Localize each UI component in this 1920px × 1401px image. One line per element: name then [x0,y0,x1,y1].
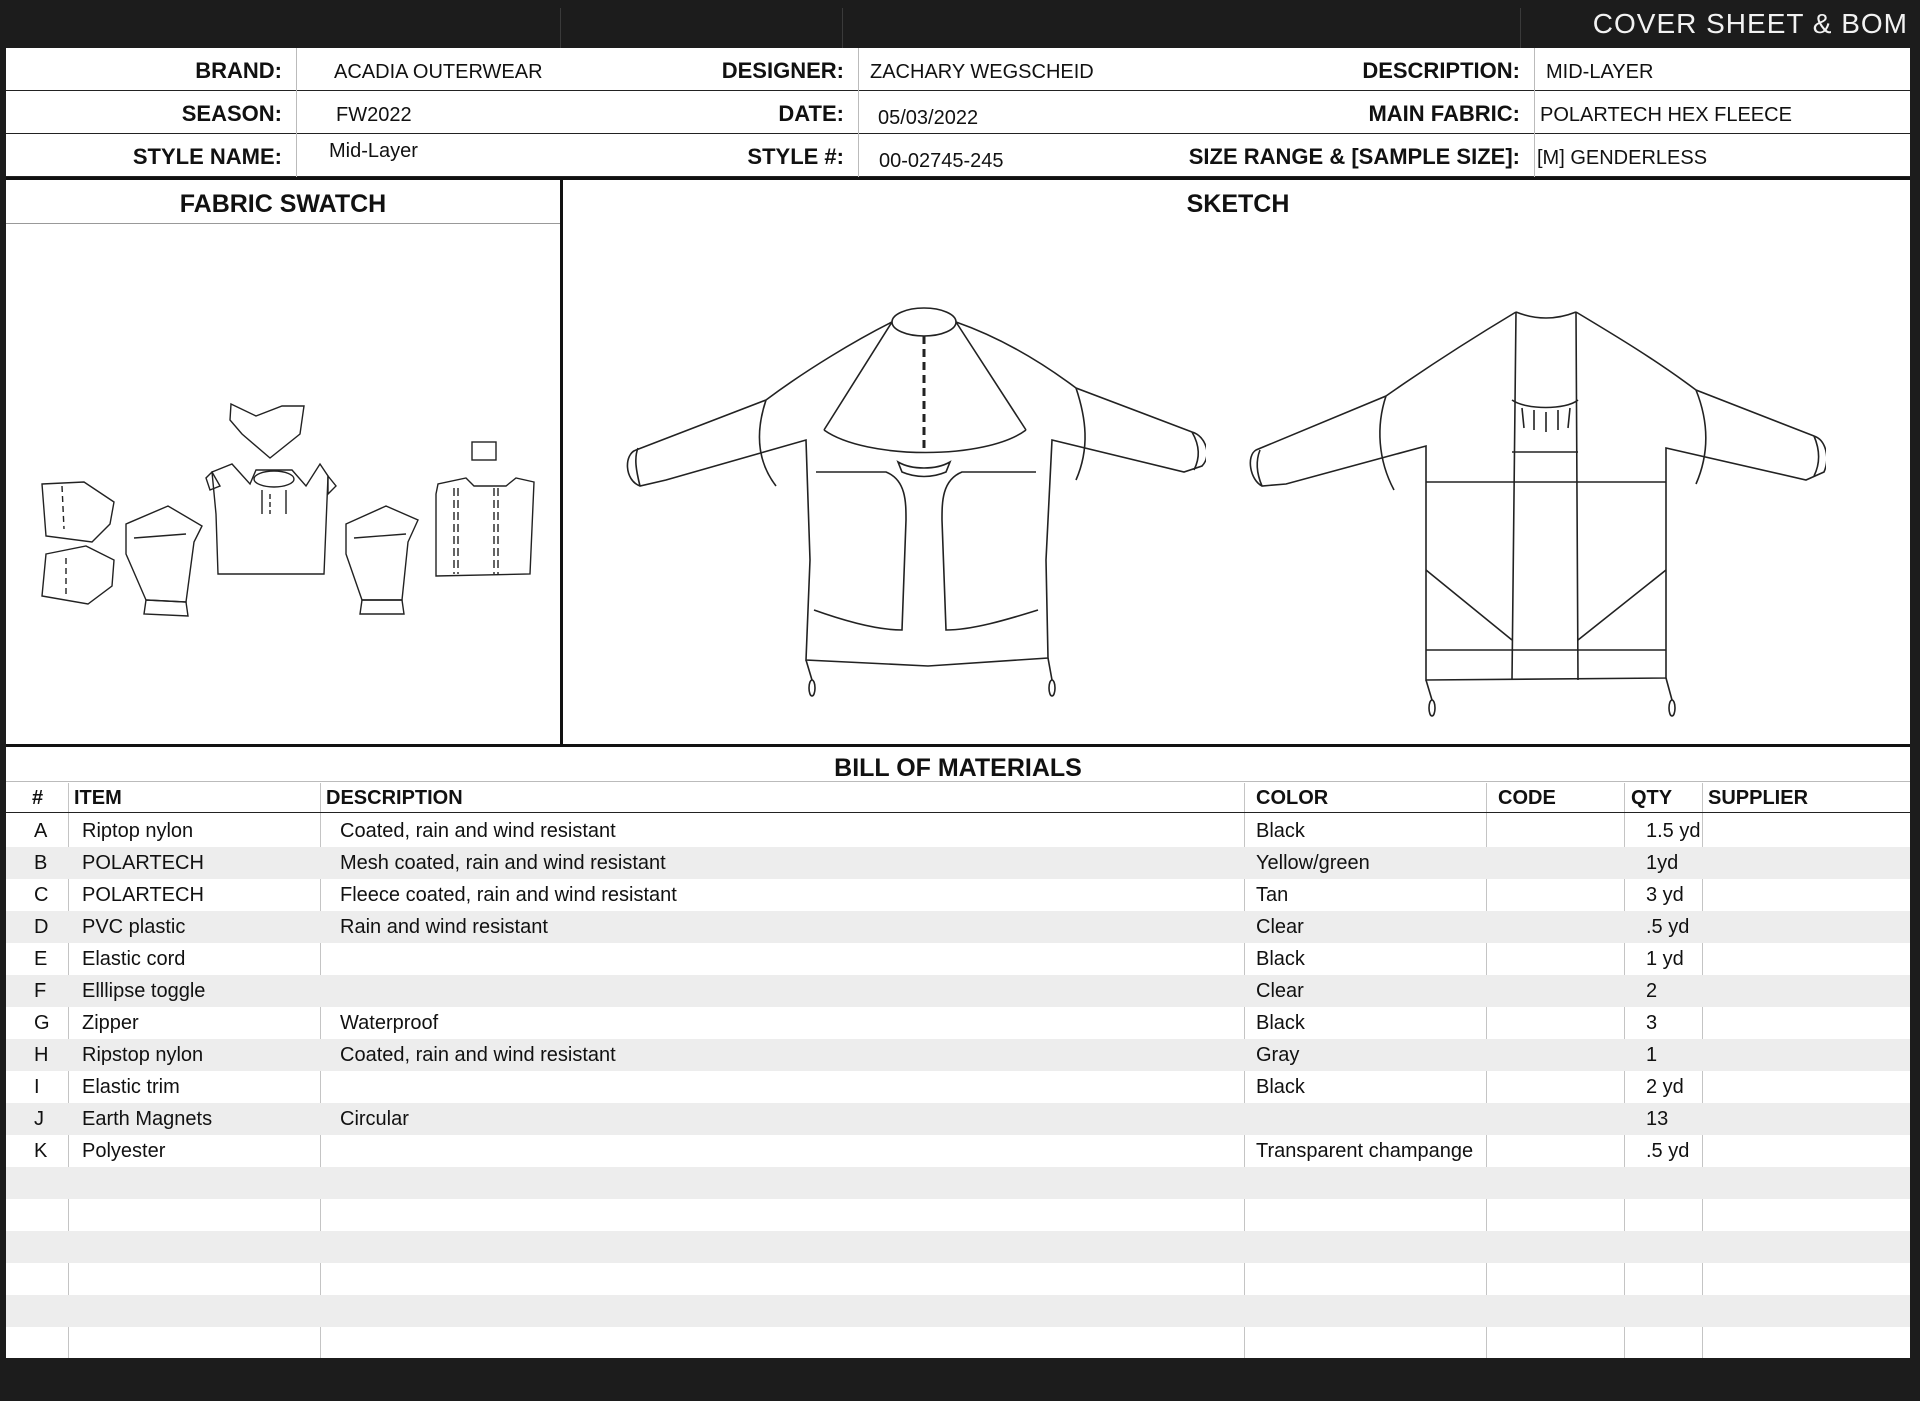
cell-number: K [34,1140,48,1162]
table-row [6,879,1910,911]
cell-color: Black [1256,948,1305,970]
col-description: DESCRIPTION [326,787,463,809]
cell-line [1534,48,1535,91]
cell-color: Transparent champange [1256,1140,1474,1162]
col-code: CODE [1498,787,1556,809]
cell-color: Black [1256,1012,1305,1034]
cell-qty: 3 [1646,1012,1658,1034]
table-row [6,975,1910,1007]
info-row-1 [6,48,1910,91]
cell-description: Coated, rain and wind resistant [340,1044,616,1066]
table-row [6,1071,1910,1103]
cell-qty: 1yd [1646,852,1679,874]
description-label: DESCRIPTION: [1362,58,1520,83]
cell-line [858,91,859,134]
cell-number: H [34,1044,49,1066]
cell-item: Ripstop nylon [82,1044,204,1066]
jacket-front-sketch [606,240,1206,720]
bill-of-materials [6,745,1910,1358]
cell-description: Rain and wind resistant [340,916,548,938]
size-range-label: SIZE RANGE & [SAMPLE SIZE]: [1188,144,1520,169]
col-qty: QTY [1631,787,1673,809]
cell-item: POLARTECH [82,852,204,874]
cell-line [296,134,297,177]
cell-color: Tan [1256,884,1289,906]
cell-number: J [34,1108,44,1130]
description-value: MID-LAYER [1546,61,1654,83]
cell-qty: 13 [1646,1108,1669,1130]
cell-line [1534,91,1535,134]
bottom-bar [0,1358,1920,1401]
cell-qty: 2 [1646,980,1658,1002]
cell-color: Yellow/green [1256,852,1370,874]
cell-description: Mesh coated, rain and wind resistant [340,852,666,874]
cell-line [296,48,297,91]
cell-description: Coated, rain and wind resistant [340,820,616,842]
brand-label: BRAND: [195,58,282,83]
date-value: 05/03/2022 [878,107,979,129]
cell-number: C [34,884,49,906]
bar-divider [1520,8,1521,48]
top-bar [0,0,1920,48]
style-number-value: 00-02745-245 [879,150,1004,172]
season-value: FW2022 [336,104,412,126]
cell-qty: 1.5 yd [1646,820,1701,842]
cell-item: Polyester [82,1140,166,1162]
cell-item: Riptop nylon [82,820,194,842]
cell-qty: .5 yd [1646,916,1690,938]
fabric-swatch-title: FABRIC SWATCH [6,180,560,224]
designer-label: DESIGNER: [721,58,844,83]
style-info [6,48,1910,178]
cell-description: Circular [340,1108,409,1130]
col-number: # [32,787,44,809]
cell-color: Gray [1256,1044,1300,1066]
table-row [6,1263,1910,1295]
table-row [6,1327,1910,1359]
table-row [6,1231,1910,1263]
bom-header-row [6,783,1910,813]
cell-qty: 2 yd [1646,1076,1684,1098]
cell-qty: .5 yd [1646,1140,1690,1162]
size-range-value: [M] GENDERLESS [1537,147,1708,169]
cell-description: Fleece coated, rain and wind resistant [340,884,677,906]
cell-line [296,91,297,134]
sketch-title: SKETCH [1186,190,1290,218]
table-row [6,943,1910,975]
date-label: DATE: [778,101,844,126]
style-name-label: STYLE NAME: [132,144,282,169]
cell-color: Black [1256,1076,1305,1098]
table-row [6,1167,1910,1199]
cell-item: POLARTECH [82,884,204,906]
sketch-panel [566,180,1910,745]
table-row [6,1103,1910,1135]
pattern-pieces-drawing [6,224,563,744]
style-name-value: Mid-Layer [329,140,418,162]
cell-number: G [34,1012,50,1034]
bar-divider [842,8,843,48]
table-row [6,847,1910,879]
col-item: ITEM [74,787,122,809]
cover-sheet [6,48,1910,1358]
table-row [6,1007,1910,1039]
season-label: SEASON: [181,101,282,126]
col-supplier: SUPPLIER [1708,787,1809,809]
cell-color: Clear [1256,916,1304,938]
cell-number: D [34,916,49,938]
main-fabric-value: POLARTECH HEX FLEECE [1540,104,1792,126]
fabric-swatch-panel [6,180,563,745]
cell-line [858,134,859,177]
cell-line [858,48,859,91]
table-row [6,1039,1910,1071]
jacket-back-sketch [1226,240,1826,720]
cell-item: Elastic trim [82,1076,180,1098]
cell-item: PVC plastic [82,916,186,938]
cell-number: A [34,820,48,842]
cell-number: F [34,980,47,1002]
table-row [6,815,1910,847]
cell-item: Elastic cord [82,948,186,970]
cell-item: Elllipse toggle [82,980,206,1002]
bar-divider [560,8,561,48]
cell-qty: 1 yd [1646,948,1684,970]
cell-item: Zipper [82,1012,139,1034]
cell-number: E [34,948,48,970]
cell-description: Waterproof [340,1012,439,1034]
table-row [6,1199,1910,1231]
table-row [6,911,1910,943]
cell-line [1534,134,1535,177]
cell-number: B [34,852,48,874]
cell-color: Clear [1256,980,1304,1002]
info-row-3 [6,134,1910,177]
designer-value: ZACHARY WEGSCHEID [870,61,1094,83]
col-color: COLOR [1256,787,1329,809]
bom-title: BILL OF MATERIALS [6,748,1910,782]
style-number-label: STYLE #: [747,144,844,169]
table-row [6,1135,1910,1167]
info-row-2 [6,91,1910,134]
table-row [6,1295,1910,1327]
cell-number: I [34,1076,40,1098]
brand-value: ACADIA OUTERWEAR [334,61,543,83]
cell-item: Earth Magnets [82,1108,213,1130]
main-fabric-label: MAIN FABRIC: [1368,101,1520,126]
cell-qty: 1 [1646,1044,1658,1066]
sheet-title: COVER SHEET & BOM [1592,8,1908,39]
cell-qty: 3 yd [1646,884,1684,906]
cell-color: Black [1256,820,1305,842]
